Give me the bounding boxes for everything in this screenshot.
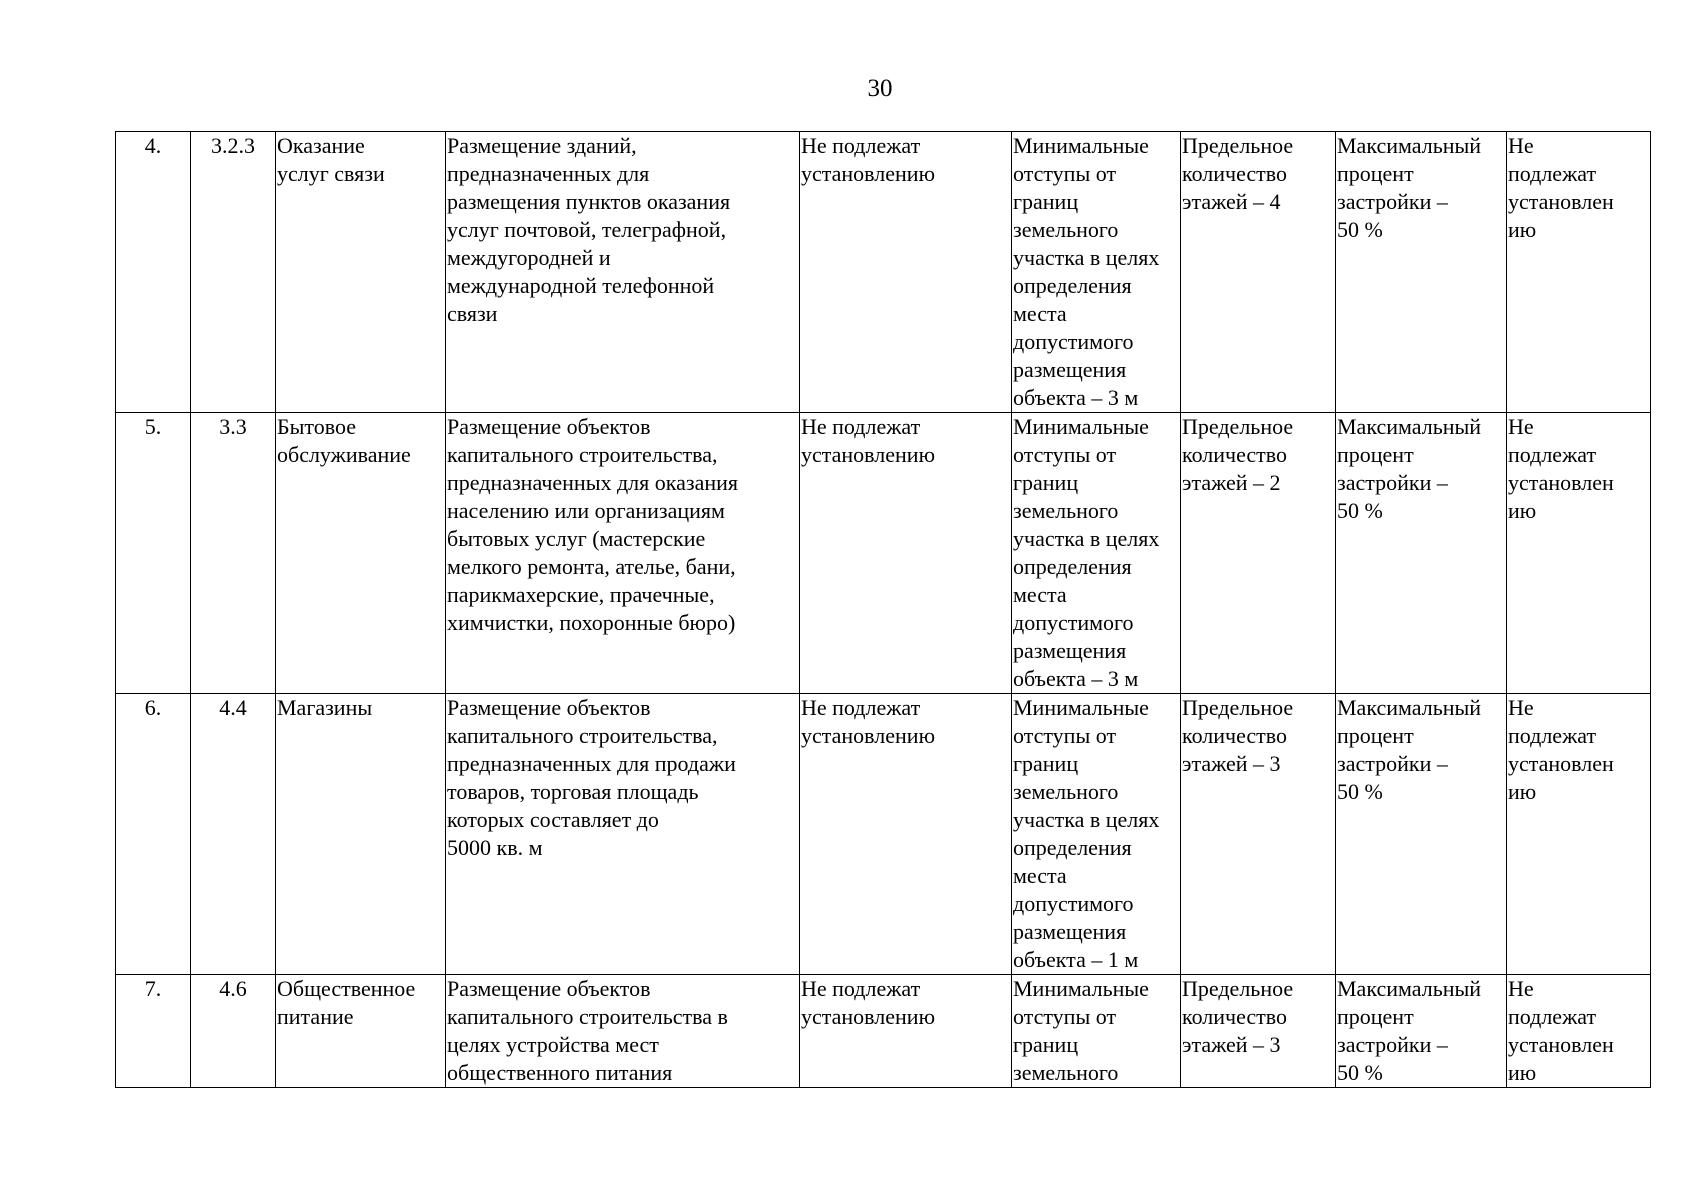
use-code: 3.2.3 <box>191 132 276 413</box>
use-name: Бытовое обслуживание <box>276 413 446 694</box>
row-number: 5. <box>116 413 191 694</box>
use-code: 4.6 <box>191 975 276 1088</box>
coverage-limit: Максимальный процент застройки – 50 % <box>1336 694 1507 975</box>
use-code: 3.3 <box>191 413 276 694</box>
row-number: 6. <box>116 694 191 975</box>
floors-limit: Предельное количество этажей – 4 <box>1181 132 1336 413</box>
setback-limit: Минимальные отступы от границ земельного участка в целях определения места допустимого размещения объекта – 1 м <box>1012 694 1181 975</box>
row-number: 7. <box>116 975 191 1088</box>
plot-size-limit: Не подлежат установлению <box>800 975 1012 1088</box>
use-name: Общественное питание <box>276 975 446 1088</box>
plot-size-limit: Не подлежат установлению <box>800 694 1012 975</box>
setback-limit: Минимальные отступы от границ земельного <box>1012 975 1181 1088</box>
setback-limit: Минимальные отступы от границ земельного участка в целях определения места допустимого размещения объекта – 3 м <box>1012 132 1181 413</box>
use-name: Магазины <box>276 694 446 975</box>
floors-limit: Предельное количество этажей – 3 <box>1181 975 1336 1088</box>
use-description: Размещение объектов капитального строительства, предназначенных для продажи товаров, торговая площадь которых составляет до 5000 кв. м <box>446 694 800 975</box>
other-limit: Не подлежат установлен ию <box>1507 694 1651 975</box>
page-number: 30 <box>867 75 893 102</box>
use-name: Оказание услуг связи <box>276 132 446 413</box>
table-row <box>116 413 1651 694</box>
coverage-limit: Максимальный процент застройки – 50 % <box>1336 132 1507 413</box>
use-description: Размещение зданий, предназначенных для размещения пунктов оказания услуг почтовой, телеграфной, междугородней и международной телефонной связи <box>446 132 800 413</box>
plot-size-limit: Не подлежат установлению <box>800 132 1012 413</box>
other-limit: Не подлежат установлен ию <box>1507 132 1651 413</box>
coverage-limit: Максимальный процент застройки – 50 % <box>1336 413 1507 694</box>
table-row <box>116 975 1651 1088</box>
floors-limit: Предельное количество этажей – 2 <box>1181 413 1336 694</box>
coverage-limit: Максимальный процент застройки – 50 % <box>1336 975 1507 1088</box>
plot-size-limit: Не подлежат установлению <box>800 413 1012 694</box>
row-number: 4. <box>116 132 191 413</box>
other-limit: Не подлежат установлен ию <box>1507 413 1651 694</box>
floors-limit: Предельное количество этажей – 3 <box>1181 694 1336 975</box>
table-row <box>116 132 1651 413</box>
use-description: Размещение объектов капитального строительства в целях устройства мест общественного питания <box>446 975 800 1088</box>
setback-limit: Минимальные отступы от границ земельного участка в целях определения места допустимого размещения объекта – 3 м <box>1012 413 1181 694</box>
zoning-regulations-table <box>115 131 1651 1088</box>
table-row <box>116 694 1651 975</box>
use-code: 4.4 <box>191 694 276 975</box>
use-description: Размещение объектов капитального строительства, предназначенных для оказания населению или организациям бытовых услуг (мастерские мелкого ремонта, ателье, бани, парикмахерские, прачечные, химчистки, похоронные бюро) <box>446 413 800 694</box>
other-limit: Не подлежат установлен ию <box>1507 975 1651 1088</box>
